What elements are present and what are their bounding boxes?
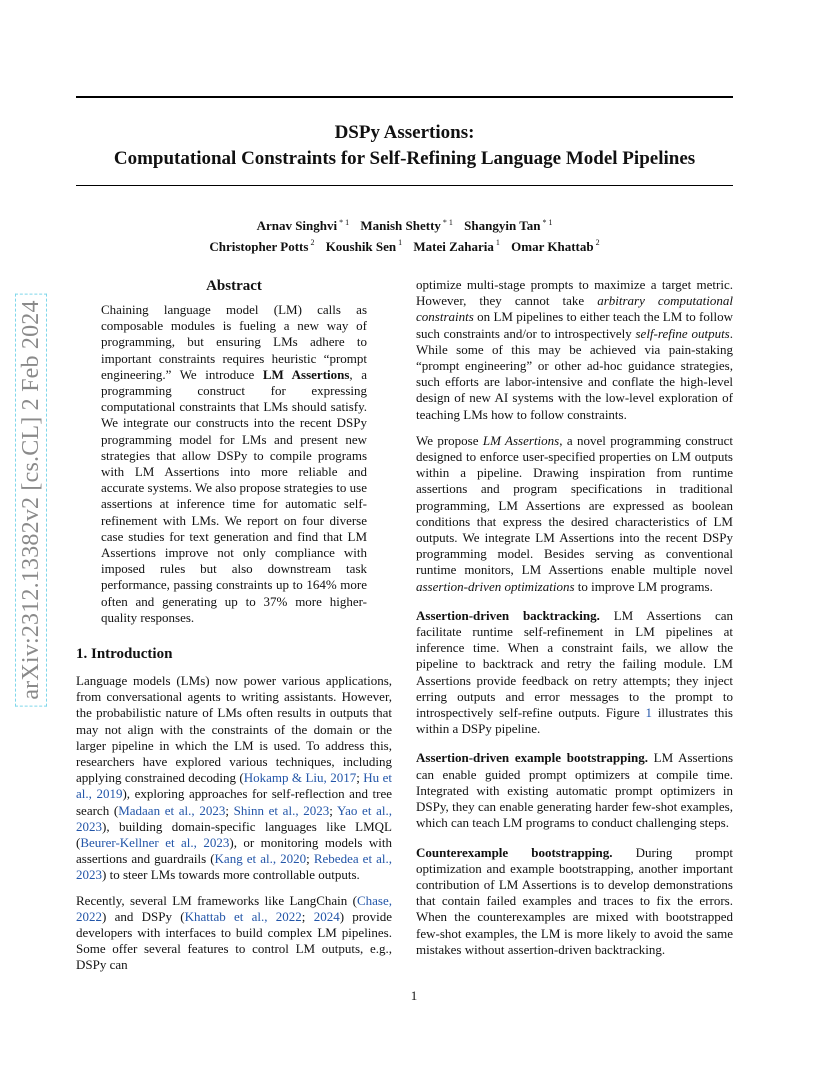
author: Shangyin Tan $^{* 1}$ — [464, 218, 553, 234]
citation-link[interactable]: Kang et al., 2020 — [214, 851, 307, 867]
citation-link[interactable]: Hu et al., 2019 — [76, 770, 392, 802]
author: Manish Shetty $^{* 1}$ — [360, 218, 453, 234]
abstract-heading: Abstract — [206, 278, 262, 294]
section-heading: 1. Introduction — [76, 646, 173, 662]
citation-link[interactable]: Beurer-Kellner et al., 2023 — [80, 835, 230, 851]
intro-paragraph-2: Recently, several LM frameworks like LangChain (Chase, 2022) and DSPy (Khattab et al., 2022; 2024) provide developers with interfaces to build complex LM pipelines. Some offer several features to control LM outputs, e.g., DSPy can — [76, 892, 392, 973]
paragraph-heading: Assertion-driven example bootstrapping. — [416, 750, 648, 766]
figure-link[interactable]: 1 — [645, 705, 652, 721]
citation-link[interactable]: Hokamp & Liu, 2017 — [243, 770, 357, 786]
author: Matei Zaharia $^1$ — [413, 238, 500, 254]
title-rule-bottom — [76, 185, 733, 186]
right-paragraph-1: optimize multi-stage prompts to maximize a target metric. However, they cannot take arbitrary computational constraints on LM pipelines to either teach the LM to follow such constraints and/or to introspectively self-refine outputs. While some of this may be achieved via pain-staking “prompt engineering” or other ad-hoc guidance strategies, such efforts are labor-intensive and conflate the high-level design of new AI systems with the low-level exploration of teaching LMs how to follow constraints. — [416, 277, 733, 422]
abstract-section — [101, 276, 367, 626]
introduction-section — [76, 644, 392, 974]
page-number: 1 — [410, 988, 418, 1003]
author: Koushik Sen $^1$ — [325, 238, 403, 254]
title-line-1: DSPy Assertions: — [334, 122, 475, 143]
paper-title — [76, 120, 733, 172]
counterexample-paragraph: Counterexample bootstrapping. During prompt optimization and example bootstrapping, another important contribution of LM Assertions is to develop demonstrations that contain failed examples and traces to fix the errors. When the counterexamples are mixed with bootstrapped few-shot examples, the LM is more likely to avoid the same mistakes without assertion-driven backtracking. — [416, 844, 733, 957]
author-list — [76, 214, 733, 255]
abstract-text: Chaining language model (LM) calls as composable modules is fueling a new way of programming, but ensuring LMs adhere to important constraints requires heuristic “prompt engineering.” We introduce LM Assertions, a programming construct for expressing computational constraints that LMs should satisfy. We integrate our constructs into the recent DSPy programming model for LMs and present new strategies that allow DSPy to compile programs with LM Assertions into more reliable and accurate systems. We also propose strategies to use assertions at inference time for automatic self-refinement with LMs. We report on four diverse case studies for text generation and find that LM Assertions improve not only compliance with imposed rules but also downstream task performance, passing constraints up to 164% more often and generating up to 37% more higher-quality responses. — [101, 302, 367, 625]
title-rule-top — [76, 96, 733, 98]
citation-link[interactable]: Chase, 2022 — [76, 892, 392, 924]
citation-link[interactable]: Khattab et al., 2022 — [184, 908, 302, 924]
right-column — [416, 277, 733, 958]
author: Omar Khattab $^2$ — [511, 238, 600, 254]
right-paragraph-2: We propose LM Assertions, a novel programming construct designed to enforce user-specified properties on LM outputs within a pipeline. Drawing inspiration from runtime assertions and program specifications in traditional programming, LM Assertions are expressed as boolean conditions that express the desired characteristics of LM outputs. We integrate LM Assertions into the recent DSPy programming model. Besides serving as conventional runtime monitors, LM Assertions enable multiple novel assertion-driven optimizations to improve LM programs. — [416, 432, 733, 594]
citation-link[interactable]: Shinn et al., 2023 — [233, 802, 330, 818]
bootstrapping-paragraph: Assertion-driven example bootstrapping. LM Assertions can enable guided prompt optimizers at compile time. Integrated with existing automatic prompt optimizers in DSPy, they can enable generating harder few-shot examples, which can teach LM programs to conduct challenging steps. — [416, 750, 733, 831]
author: Arnav Singhvi $^{* 1}$ — [256, 218, 350, 234]
paragraph-heading: Counterexample bootstrapping. — [416, 844, 613, 860]
paragraph-heading: Assertion-driven backtracking. — [416, 607, 600, 623]
author: Christopher Potts $^2$ — [209, 238, 315, 254]
citation-link[interactable]: 2024 — [313, 908, 340, 924]
citation-link[interactable]: Madaan et al., 2023 — [118, 802, 226, 818]
arxiv-stamp[interactable] — [14, 268, 48, 732]
intro-paragraph-1: Language models (LMs) now power various applications, from conversational agents to writing assistants. However, the probabilistic nature of LMs often results in outputs that may not align with the constraints of the domain or the larger pipeline in which the LM is used. To address this, researchers have explored various techniques, including applying constrained decoding (Hokamp & Liu, 2017; Hu et al., 2019), exploring approaches for self-reflection and tree search (Madaan et al., 2023; Shinn et al., 2023; Yao et al., 2023), building domain-specific languages like LMQL (Beurer-Kellner et al., 2023), or monitoring models with assertions and guardrails (Kang et al., 2020; Rebedea et al., 2023) to steer LMs towards more controllable outputs. — [76, 673, 393, 883]
citation-link[interactable]: Rebedea et al., 2023 — [76, 851, 393, 883]
citation-link[interactable]: Yao et al., 2023 — [76, 802, 392, 834]
backtracking-paragraph: Assertion-driven backtracking. LM Assertions can facilitate runtime self-refinement in LM pipelines at inference time. When a constraint fails, we allow the pipeline to backtrack and retry the failing module. LM Assertions provide feedback on retry attempts; they inject erring outputs and error messages to the prompt to introspectively self-refine outputs. Figure 1 illustrates this within a DSPy pipeline. — [416, 607, 733, 737]
title-line-2: Computational Constraints for Self-Refining Language Model Pipelines — [113, 148, 696, 169]
arxiv-identifier[interactable]: arXiv:2312.13382v2 [cs.CL] 2 Feb 2024 — [15, 293, 47, 706]
